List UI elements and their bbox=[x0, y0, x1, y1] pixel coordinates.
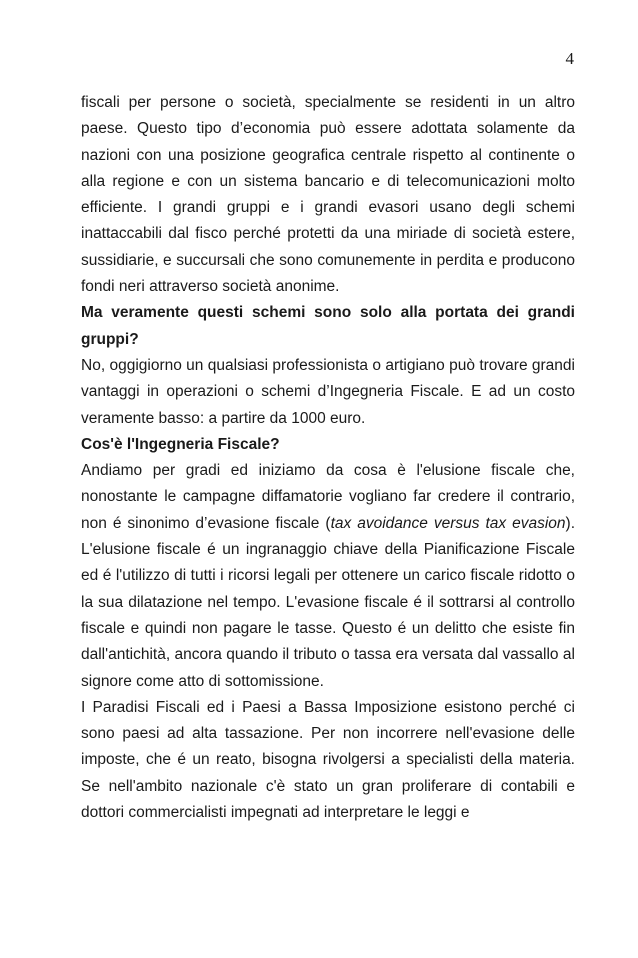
paragraph-intro: fiscali per persone o società, specialmente se residenti in un altro paese. Questo tipo d’economia può essere adottata solamente da nazioni con una posizione geografica centrale rispetto al continente o alla regione e con un sistema bancario e di telecomunicazioni molto efficiente. I grandi gruppi e i grandi evasori usano degli schemi inattaccabili dal fisco perché protetti da una miriade di società estere, sussidiarie, e succursali che sono comunemente in perdita e producono fondi neri attraverso società anonime. bbox=[81, 94, 575, 296]
page-body bbox=[81, 90, 575, 826]
question-heading-schemes: Ma veramente questi schemi sono solo alla portata dei grandi gruppi? bbox=[81, 304, 575, 348]
paragraph-elusion bbox=[81, 458, 575, 695]
paragraph-elusion-italic: tax avoidance versus tax evasion bbox=[330, 514, 566, 532]
page-number: 4 bbox=[565, 49, 574, 68]
paragraph-elusion-start: Andiamo per gradi ed iniziamo da cosa è l'elusione fiscale che, nonostante le campagne diffamatorie vogliano far credere il contrario, non é sinonimo d’evasione fiscale ( bbox=[81, 462, 575, 532]
paragraph-elusion-end: ). L'elusione fiscale é un ingranaggio chiave della Pianificazione Fiscale ed é l'utilizzo di tutti i ricorsi legali per ottenere un carico fiscale ridotto o la sua dilatazione nel tempo. L'evasione fiscale é il sottrarsi al controllo fiscale e quindi non pagare le tasse. Questo é un delitto che esiste fin dall'antichità, ancora quando il tributo o tassa era versata dal vassallo al signore come atto di sottomissione. bbox=[81, 514, 575, 690]
paragraph-tax-havens: I Paradisi Fiscali ed i Paesi a Bassa Imposizione esistono perché ci sono paesi ad alta tassazione. Per non incorrere nell'evasione delle imposte, che é un reato, bisogna rivolgersi a specialisti della materia. Se nell'ambito nazionale c'è stato un gran proliferare di contabili e dottori commercialisti impegnati ad interpretare le leggi e bbox=[81, 698, 575, 822]
question-heading-engineering: Cos'è l'Ingegneria Fiscale? bbox=[81, 435, 280, 453]
paragraph-answer: No, oggigiorno un qualsiasi professionista o artigiano può trovare grandi vantaggi in operazioni o schemi d’Ingegneria Fiscale. E ad un costo veramente basso: a partire da 1000 euro. bbox=[81, 356, 575, 427]
